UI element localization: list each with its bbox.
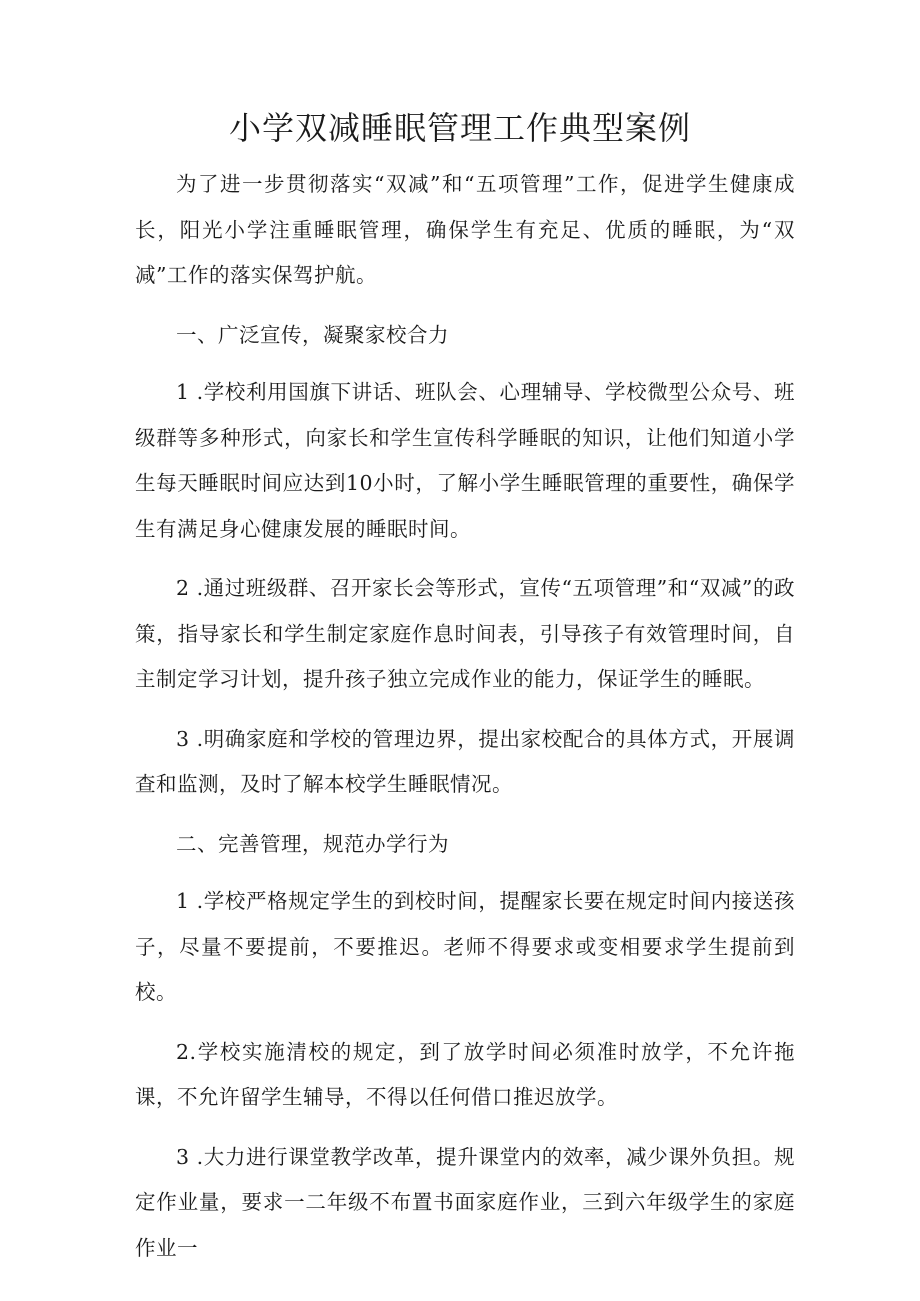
paragraph-2-2: 2.学校实施清校的规定，到了放学时间必须准时放学，不允许拖课，不允许留学生辅导，不得以任何借口推迟放学。	[135, 1039, 795, 1109]
paragraph-1-3: 3 .明确家庭和学校的管理边界，提出家校配合的具体方式，开展调查和监测，及时了解本校学生睡眠情况。	[135, 726, 795, 796]
document-body	[135, 162, 795, 1285]
paragraph-2-3: 3 .大力进行课堂教学改革，提升课堂内的效率，减少课外负担。规定作业量，要求一二年级不布置书面家庭作业，三到六年级学生的家庭作业一	[135, 1144, 795, 1260]
section-heading-1: 一、广泛宣传，凝聚家校合力	[176, 322, 449, 347]
paragraph-1-1: 1 .学校利用国旗下讲话、班队会、心理辅导、学校微型公众号、班级群等多种形式，向家长和学生宣传科学睡眠的知识，让他们知道小学生每天睡眠时间应达到10小时，了解小学生睡眠管理的重要性，确保学生有满足身心健康发展的睡眠时间。	[135, 380, 795, 541]
document-title: 小学双减睡眠管理工作典型案例	[228, 109, 691, 147]
section-heading-2: 二、完善管理，规范办学行为	[176, 831, 449, 856]
paragraph-2-1: 1 .学校严格规定学生的到校时间，提醒家长要在规定时间内接送孩子，尽量不要提前，不要推迟。老师不得要求或变相要求学生提前到校。	[135, 889, 795, 1004]
paragraph-1-2: 2 .通过班级群、召开家长会等形式，宣传“五项管理”和“双减”的政策，指导家长和学生制定家庭作息时间表，引导孩子有效管理时间，自主制定学习计划，提升孩子独立完成作业的能力，保证学生的睡眠。	[135, 576, 795, 691]
intro-paragraph: 为了进一步贯彻落实“双减”和“五项管理”工作，促进学生健康成长，阳光小学注重睡眠管理，确保学生有充足、优质的睡眠，为“双减”工作的落实保驾护航。	[135, 172, 795, 287]
